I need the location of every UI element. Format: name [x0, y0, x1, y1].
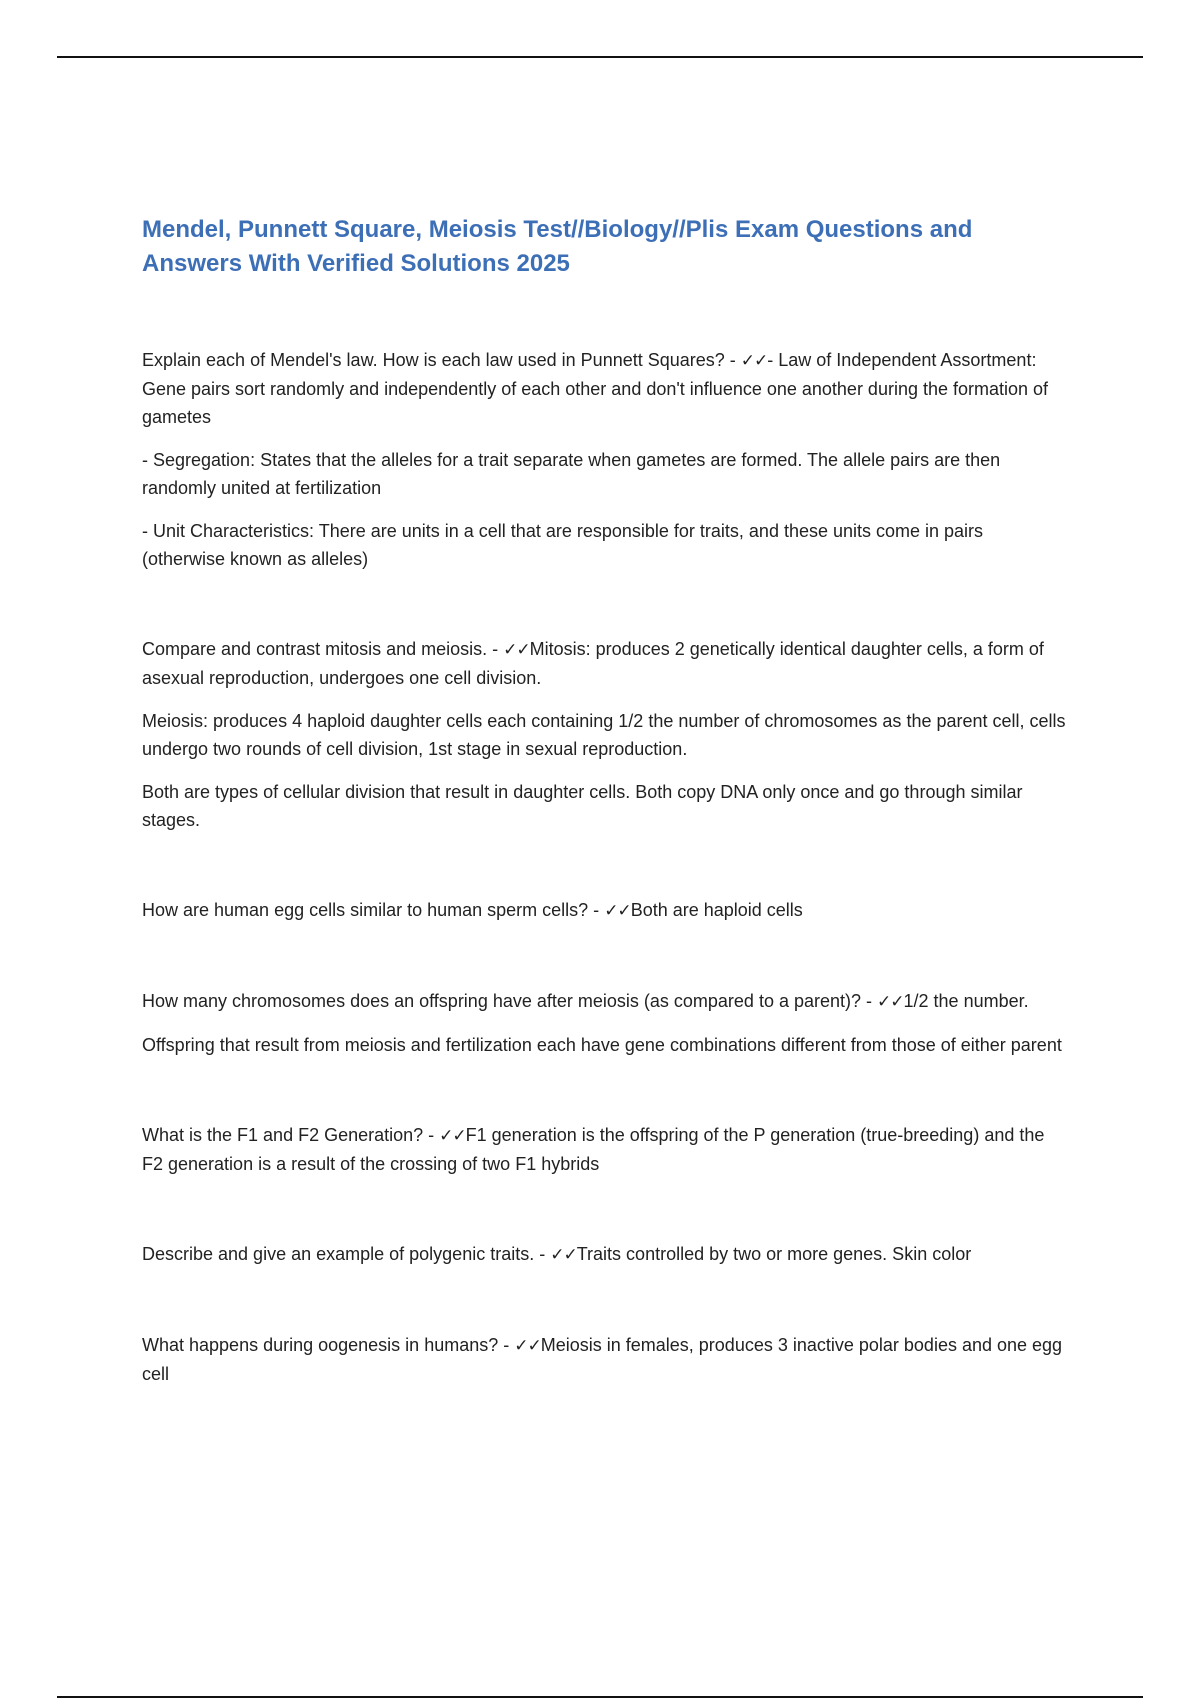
- question-text: Compare and contrast mitosis and meiosis. -: [142, 639, 504, 659]
- question-text: Describe and give an example of polygenic traits. -: [142, 1244, 551, 1264]
- question-paragraph: [142, 987, 1067, 1016]
- question-text: What is the F1 and F2 Generation? -: [142, 1125, 440, 1145]
- answer-text: - Law of Independent Assortment: Gene pairs sort randomly and independently of each other and don't influence one another during the formation of gametes: [142, 350, 1049, 427]
- question-text: Explain each of Mendel's law. How is each law used in Punnett Squares? -: [142, 350, 741, 370]
- qa-item: [142, 1121, 1067, 1178]
- question-text: What happens during oogenesis in humans? -: [142, 1335, 515, 1355]
- question-paragraph: [142, 896, 1067, 925]
- answer-paragraph: Meiosis: produces 4 haploid daughter cells each containing 1/2 the number of chromosomes as the parent cell, cells undergo two rounds of cell division, 1st stage in sexual reproduction.: [142, 711, 1066, 759]
- answer-paragraph: - Segregation: States that the alleles for a trait separate when gametes are formed. The allele pairs are then randomly united at fertilization: [142, 450, 1001, 498]
- answer-text: 1/2 the number.: [903, 991, 1029, 1011]
- answer-paragraph: Offspring that result from meiosis and fertilization each have gene combinations different from those of either parent: [142, 1035, 1062, 1055]
- qa-item: [142, 987, 1067, 1059]
- check-mark-icon: ✓✓: [550, 1245, 577, 1265]
- question-paragraph: [142, 1121, 1067, 1178]
- qa-item: [142, 896, 1067, 925]
- qa-list: [142, 346, 1067, 1388]
- check-mark-icon: ✓✓: [503, 640, 530, 660]
- check-mark-icon: ✓✓: [604, 901, 631, 921]
- answer-text: Traits controlled by two or more genes. Skin color: [576, 1244, 972, 1264]
- check-mark-icon: ✓✓: [877, 992, 904, 1012]
- bottom-border-line: [57, 1696, 1143, 1698]
- check-mark-icon: ✓✓: [514, 1336, 541, 1356]
- question-text: How many chromosomes does an offspring have after meiosis (as compared to a parent)? -: [142, 991, 878, 1011]
- answer-paragraph: Both are types of cellular division that result in daughter cells. Both copy DNA only once and go through similar stages.: [142, 782, 1023, 830]
- qa-item: [142, 1331, 1067, 1388]
- document-title: Mendel, Punnett Square, Meiosis Test//Biology//Plis Exam Questions and Answers With Verified Solutions 2025: [142, 216, 973, 277]
- question-paragraph: [142, 1331, 1067, 1388]
- question-paragraph: [142, 1240, 1067, 1269]
- answer-text: Both are haploid cells: [630, 900, 803, 920]
- answer-paragraph: - Unit Characteristics: There are units in a cell that are responsible for traits, and these units come in pairs (otherwise known as alleles): [142, 521, 984, 569]
- question-paragraph: [142, 346, 1067, 431]
- question-paragraph: [142, 635, 1067, 692]
- check-mark-icon: ✓✓: [740, 351, 768, 371]
- top-border-line: [57, 56, 1143, 58]
- answer-text: F1 generation is the offspring of the P generation (true-breeding) and the F2 generation is a result of the crossing of two F1 hybrids: [142, 1125, 1045, 1174]
- answer-text: Meiosis in females, produces 3 inactive polar bodies and one egg cell: [142, 1335, 1063, 1384]
- qa-item: [142, 1240, 1067, 1269]
- qa-item: [142, 635, 1067, 834]
- answer-text: Mitosis: produces 2 genetically identical daughter cells, a form of asexual reproduction, undergoes one cell division.: [142, 639, 1044, 688]
- question-text: How are human egg cells similar to human sperm cells? -: [142, 900, 605, 920]
- check-mark-icon: ✓✓: [439, 1126, 466, 1146]
- qa-item: [142, 346, 1067, 573]
